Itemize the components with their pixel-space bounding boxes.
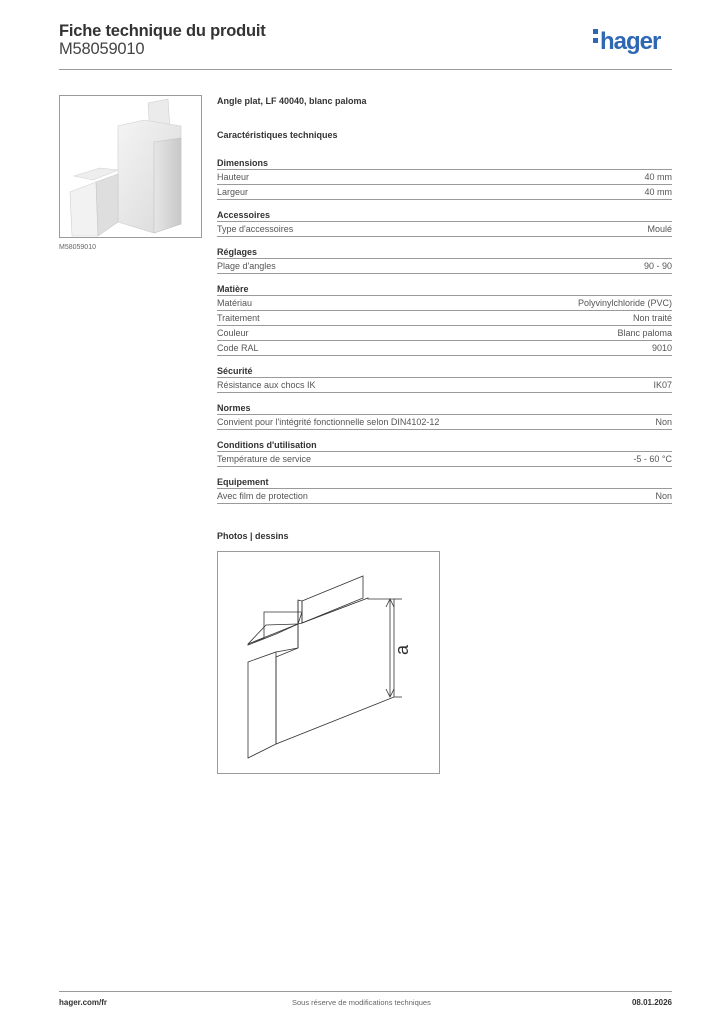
section-title: Equipement bbox=[217, 475, 672, 489]
spec-value: Moulé bbox=[647, 224, 672, 234]
logo-text: hager bbox=[600, 28, 661, 55]
section-title: Accessoires bbox=[217, 208, 672, 222]
product-name: Angle plat, LF 40040, blanc paloma bbox=[217, 96, 367, 106]
spec-label: Type d'accessoires bbox=[217, 224, 294, 234]
spec-value: 40 mm bbox=[644, 172, 672, 182]
spec-value: 9010 bbox=[651, 343, 672, 353]
spec-label: Avec film de protection bbox=[217, 491, 308, 501]
spec-row bbox=[217, 415, 672, 430]
spec-label: Hauteur bbox=[217, 172, 250, 182]
section-securite bbox=[217, 364, 672, 393]
footer-date: 08.01.2026 bbox=[631, 998, 672, 1007]
spec-value: Polyvinylchloride (PVC) bbox=[577, 298, 672, 308]
photo-caption: M58059010 bbox=[59, 244, 96, 251]
spec-label: Plage d'angles bbox=[217, 261, 276, 271]
spec-value: Non traité bbox=[632, 313, 672, 323]
spec-row bbox=[217, 170, 672, 185]
product-reference: M58059010 bbox=[59, 40, 145, 58]
section-title: Matière bbox=[217, 282, 672, 296]
spec-label: Code RAL bbox=[217, 343, 259, 353]
spec-label: Traitement bbox=[217, 313, 260, 323]
spec-row bbox=[217, 326, 672, 341]
footer-disclaimer: Sous réserve de modifications techniques bbox=[292, 998, 431, 1007]
product-photo bbox=[59, 95, 202, 238]
section-title: Conditions d'utilisation bbox=[217, 438, 672, 452]
spec-row bbox=[217, 185, 672, 200]
logo-colon-icon bbox=[593, 26, 600, 47]
spec-row bbox=[217, 489, 672, 504]
technical-drawing bbox=[217, 551, 440, 774]
section-accessoires bbox=[217, 208, 672, 237]
spec-label: Couleur bbox=[217, 328, 249, 338]
spec-row bbox=[217, 296, 672, 311]
section-conditions bbox=[217, 438, 672, 467]
section-title: Dimensions bbox=[217, 156, 672, 170]
spec-value: 40 mm bbox=[644, 187, 672, 197]
spec-label: Température de service bbox=[217, 454, 312, 464]
section-equipement bbox=[217, 475, 672, 504]
spec-row bbox=[217, 311, 672, 326]
spec-value: IK07 bbox=[653, 380, 672, 390]
dimension-label: a bbox=[392, 644, 412, 656]
spec-value: -5 - 60 °C bbox=[633, 454, 672, 464]
spec-value: Non bbox=[655, 491, 672, 501]
document-title: Fiche technique du produit bbox=[59, 22, 266, 40]
spec-value: Non bbox=[655, 417, 672, 427]
photos-heading: Photos | dessins bbox=[217, 531, 289, 541]
section-normes bbox=[217, 401, 672, 430]
spec-row bbox=[217, 341, 672, 356]
spec-label: Largeur bbox=[217, 187, 249, 197]
spec-row bbox=[217, 222, 672, 237]
spec-label: Résistance aux chocs IK bbox=[217, 380, 316, 390]
spec-label: Convient pour l'intégrité fonctionnelle selon DIN4102-12 bbox=[217, 417, 440, 427]
tech-heading: Caractéristiques techniques bbox=[217, 130, 338, 140]
hager-logo[interactable] bbox=[593, 28, 660, 56]
footer-website-link[interactable]: hager.com/fr bbox=[59, 998, 108, 1007]
technical-content bbox=[217, 96, 672, 512]
footer-divider bbox=[59, 991, 672, 992]
section-reglages bbox=[217, 245, 672, 274]
section-matiere bbox=[217, 282, 672, 356]
header-divider bbox=[59, 69, 672, 70]
spec-row bbox=[217, 452, 672, 467]
spec-row bbox=[217, 378, 672, 393]
spec-row bbox=[217, 259, 672, 274]
spec-value: Blanc paloma bbox=[617, 328, 672, 338]
section-title: Sécurité bbox=[217, 364, 672, 378]
section-dimensions bbox=[217, 156, 672, 200]
flat-angle-photo-icon bbox=[60, 96, 202, 238]
section-title: Réglages bbox=[217, 245, 672, 259]
section-title: Normes bbox=[217, 401, 672, 415]
spec-value: 90 - 90 bbox=[643, 261, 672, 271]
spec-label: Matériau bbox=[217, 298, 253, 308]
flat-angle-drawing-icon bbox=[218, 552, 441, 775]
